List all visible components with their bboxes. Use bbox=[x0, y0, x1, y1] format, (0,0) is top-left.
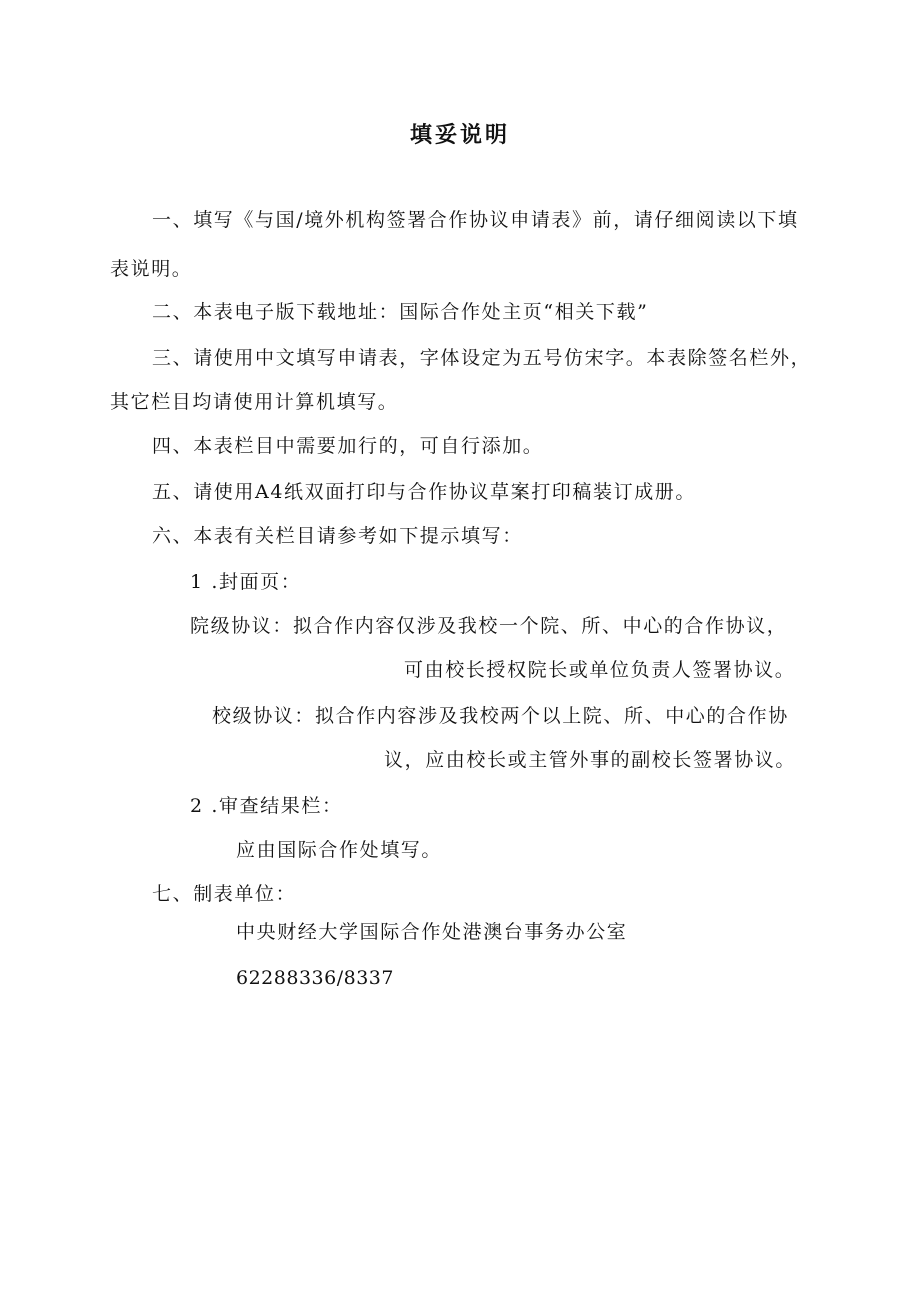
issuing-unit-name: 中央财经大学国际合作处港澳台事务办公室 bbox=[236, 921, 628, 943]
item7-heading: 七、制表单位： bbox=[152, 883, 297, 905]
item4-text: 四、本表栏目中需要加行的，可自行添加。 bbox=[152, 435, 544, 457]
item1-line1: 一、填写《与国/境外机构签署合作协议申请表》前，请仔细阅读以下填 bbox=[152, 209, 799, 231]
item6-heading: 六、本表有关栏目请参考如下提示填写： bbox=[152, 525, 523, 547]
item1-line2: 表说明。 bbox=[110, 258, 193, 280]
college-agreement-line2: 可由校长授权院长或单位负责人签署协议。 bbox=[404, 659, 796, 681]
item6-sub2-content: 应由国际合作处填写。 bbox=[236, 839, 443, 861]
school-agreement-line1: 校级协议：拟合作内容涉及我校两个以上院、所、中心的合作协 bbox=[212, 705, 789, 727]
item5-text: 五、请使用A4纸双面打印与合作协议草案打印稿装订成册。 bbox=[152, 481, 697, 503]
item2-text: 二、本表电子版下载地址：国际合作处主页“相关下载” bbox=[152, 301, 649, 323]
item3-line1: 三、请使用中文填写申请表，字体设定为五号仿宋字。本表除签名栏外， bbox=[152, 347, 812, 369]
document-title: 填妥说明 bbox=[409, 122, 510, 148]
college-agreement-line1: 院级协议：拟合作内容仅涉及我校一个院、所、中心的合作协议， bbox=[190, 615, 788, 637]
issuing-unit-phone: 62288336/8337 bbox=[236, 967, 394, 989]
item3-line2: 其它栏目均请使用计算机填写。 bbox=[110, 391, 399, 413]
item6-sub1-heading: 1 .封面页： bbox=[190, 571, 302, 593]
item6-sub2-heading: 2 .审查结果栏： bbox=[190, 795, 343, 817]
school-agreement-line2: 议，应由校长或主管外事的副校长签署协议。 bbox=[384, 749, 797, 771]
